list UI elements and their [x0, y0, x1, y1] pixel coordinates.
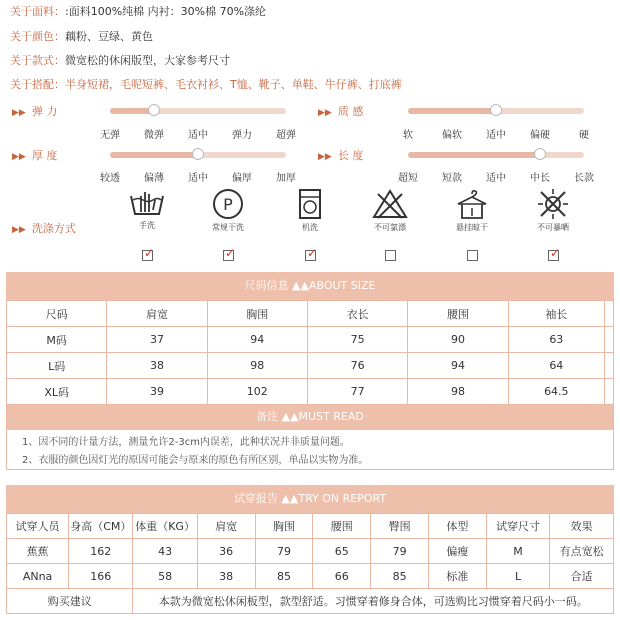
slider-texture	[408, 108, 584, 114]
table-cell	[605, 379, 614, 405]
remark-line-2: 2、衣服的颜色因灯光的原因可能会与原来的原色有所区别，单品以实物为准。	[22, 455, 369, 466]
slider-tick-label: 超短	[398, 173, 418, 184]
table-cell: 肩宽	[107, 301, 207, 327]
table-cell: 39	[107, 379, 207, 405]
table-cell: 38	[107, 353, 207, 379]
info-color: 关于颜色：藕粉、豆绿、黄色	[10, 30, 153, 43]
table-cell: 64.5	[508, 379, 604, 405]
no-bleach-icon	[366, 188, 414, 220]
checkmark-icon: ✓	[225, 246, 236, 260]
report-header: 试穿报告 ▲▲TRY ON REPORT	[6, 485, 614, 513]
slider-tick-label: 偏软	[442, 130, 462, 141]
wash-label: 常规干洗	[212, 223, 244, 232]
table-cell: 胸围	[207, 301, 307, 327]
table-cell: 臀围	[371, 514, 429, 539]
remarks-header: 备注 ▲▲MUST READ	[6, 404, 614, 430]
table-cell: 腰围	[408, 301, 508, 327]
table-cell: 效果	[550, 514, 614, 539]
wash-label: 不可氯漂	[374, 223, 406, 232]
table-cell	[605, 327, 614, 353]
table-cell: 65	[313, 539, 371, 564]
table-cell: 试穿尺寸	[486, 514, 550, 539]
slider-tick-label: 中长	[530, 173, 550, 184]
size-table	[6, 300, 614, 405]
slider-fill	[110, 152, 198, 158]
wash-item	[366, 188, 414, 233]
table-cell: 76	[307, 353, 407, 379]
attr-title-thickness: ▶▶ 厚 度	[12, 149, 58, 162]
info-style: 关于款式：微宽松的休闲版型，大家参考尺寸	[10, 54, 230, 67]
table-cell: 98	[207, 353, 307, 379]
table-cell: 标准	[429, 564, 487, 589]
slider-tick-label: 适中	[188, 130, 208, 141]
table-cell: 58	[133, 564, 197, 589]
double-arrow-icon: ▶▶	[318, 152, 332, 162]
wash-item	[204, 188, 252, 233]
table-cell: 尺码	[7, 301, 107, 327]
table-row	[7, 327, 614, 353]
table-cell: 77	[307, 379, 407, 405]
table-cell: 袖长	[508, 301, 604, 327]
info-fabric: 关于面料：:面料100%纯棉 内衬：30%棉 70%涤纶	[10, 5, 267, 18]
slider-tick-label: 微弹	[144, 130, 164, 141]
slider-elasticity	[110, 108, 286, 114]
table-cell: 79	[255, 539, 313, 564]
table-cell: 102	[207, 379, 307, 405]
wash-label: 不可暴晒	[537, 223, 569, 232]
slider-knob	[534, 148, 546, 160]
slider-tick-label: 偏厚	[232, 173, 252, 184]
checkmark-icon: ✓	[144, 246, 155, 260]
table-cell: 胸围	[255, 514, 313, 539]
table-cell: 75	[307, 327, 407, 353]
wash-checkbox[interactable]	[142, 246, 155, 261]
table-cell: 63	[508, 327, 604, 353]
table-row	[7, 379, 614, 405]
wash-title: ▶▶ 洗涤方式	[12, 222, 76, 235]
table-cell: 90	[408, 327, 508, 353]
table-cell: M码	[7, 327, 107, 353]
wash-label: 机洗	[302, 223, 318, 232]
table-cell: 36	[197, 539, 255, 564]
slider-tick-label: 偏硬	[530, 130, 550, 141]
checkmark-icon: ✓	[550, 246, 561, 260]
table-cell: 79	[371, 539, 429, 564]
table-cell: 64	[508, 353, 604, 379]
table-cell: L	[486, 564, 550, 589]
table-cell: 合适	[550, 564, 614, 589]
dry-clean-icon	[204, 188, 252, 220]
slider-tick-label: 适中	[486, 130, 506, 141]
table-cell: 偏瘦	[429, 539, 487, 564]
checkmark-icon: ✓	[307, 246, 318, 260]
hang-dry-icon	[448, 188, 496, 220]
remarks-frame	[6, 404, 614, 470]
table-cell: 蕉蕉	[7, 539, 69, 564]
table-cell: M	[486, 539, 550, 564]
table-cell: XL码	[7, 379, 107, 405]
wash-item	[448, 188, 496, 233]
slider-tick-label: 软	[403, 130, 413, 141]
slider-length	[408, 152, 584, 158]
slider-tick-label: 适中	[188, 173, 208, 184]
slider-tick-label: 短款	[442, 173, 462, 184]
advice-text: 本款为微宽松休闲板型，款型舒适。习惯穿着修身合体，可选购比习惯穿着尺码小一码。	[133, 589, 614, 614]
table-cell: 38	[197, 564, 255, 589]
report-table	[6, 513, 614, 614]
table-cell: 有点宽松	[550, 539, 614, 564]
table-cell: 试穿人员	[7, 514, 69, 539]
slider-knob	[192, 148, 204, 160]
attr-title-elasticity: ▶▶ 弹 力	[12, 105, 58, 118]
table-cell: 衣长	[307, 301, 407, 327]
table-cell: 体型	[429, 514, 487, 539]
advice-label: 购买建议	[7, 589, 133, 614]
table-cell	[605, 301, 614, 327]
wash-checkbox[interactable]	[223, 246, 236, 261]
size-header: 尺码信息 ▲▲ABOUT SIZE	[6, 272, 614, 300]
wash-checkbox[interactable]	[385, 250, 396, 261]
wash-item	[529, 188, 577, 233]
info-matching: 关于搭配：半身短裙，毛呢短裤、毛衣衬衫、T恤、靴子、单鞋、牛仔裤、打底裤	[10, 78, 402, 91]
table-cell: ANna	[7, 564, 69, 589]
slider-fill	[408, 152, 540, 158]
table-row	[7, 353, 614, 379]
machine-wash-icon	[286, 188, 334, 220]
slider-fill	[408, 108, 496, 114]
wash-checkbox[interactable]	[467, 250, 478, 261]
double-arrow-icon: ▶▶	[12, 152, 26, 162]
table-cell: 66	[313, 564, 371, 589]
attr-title-texture: ▶▶ 质 感	[318, 105, 364, 118]
wash-label: 悬挂晾干	[456, 223, 488, 232]
table-cell: L码	[7, 353, 107, 379]
table-row	[7, 539, 614, 564]
table-cell: 43	[133, 539, 197, 564]
wash-item	[123, 188, 171, 231]
attr-title-length: ▶▶ 长 度	[318, 149, 364, 162]
table-cell: 身高（CM）	[69, 514, 133, 539]
wash-checkbox[interactable]	[548, 246, 561, 261]
slider-tick-label: 较透	[100, 173, 120, 184]
no-sun-dry-icon	[529, 188, 577, 220]
table-cell: 肩宽	[197, 514, 255, 539]
table-cell: 94	[408, 353, 508, 379]
wash-checkbox[interactable]	[305, 246, 318, 261]
double-arrow-icon: ▶▶	[318, 108, 332, 118]
slider-tick-label: 无弹	[100, 130, 120, 141]
slider-tick-label: 硬	[579, 130, 589, 141]
slider-thickness	[110, 152, 286, 158]
table-cell: 体重（KG）	[133, 514, 197, 539]
size-table-header-row	[7, 301, 614, 327]
slider-tick-label: 弹力	[232, 130, 252, 141]
advice-row	[7, 589, 614, 614]
slider-tick-label: 偏薄	[144, 173, 164, 184]
report-table-header-row	[7, 514, 614, 539]
table-cell: 162	[69, 539, 133, 564]
wash-item	[286, 188, 334, 233]
slider-knob	[490, 104, 502, 116]
table-cell: 37	[107, 327, 207, 353]
table-cell: 腰围	[313, 514, 371, 539]
svg-text:P: P	[223, 195, 233, 214]
wash-label: 手洗	[139, 221, 155, 230]
slider-tick-label: 超弹	[276, 130, 296, 141]
table-cell: 98	[408, 379, 508, 405]
table-cell: 166	[69, 564, 133, 589]
table-cell: 85	[371, 564, 429, 589]
table-cell: 85	[255, 564, 313, 589]
slider-knob	[148, 104, 160, 116]
hand-wash-icon	[123, 188, 171, 218]
table-cell: 94	[207, 327, 307, 353]
remark-line-1: 1、因不同的计量方法，测量允许2-3cm内误差，此种状况并非质量问题。	[22, 437, 350, 448]
slider-tick-label: 长款	[574, 173, 594, 184]
slider-tick-label: 加厚	[276, 173, 296, 184]
double-arrow-icon: ▶▶	[12, 108, 26, 118]
table-row	[7, 564, 614, 589]
slider-tick-label: 适中	[486, 173, 506, 184]
table-cell	[605, 353, 614, 379]
